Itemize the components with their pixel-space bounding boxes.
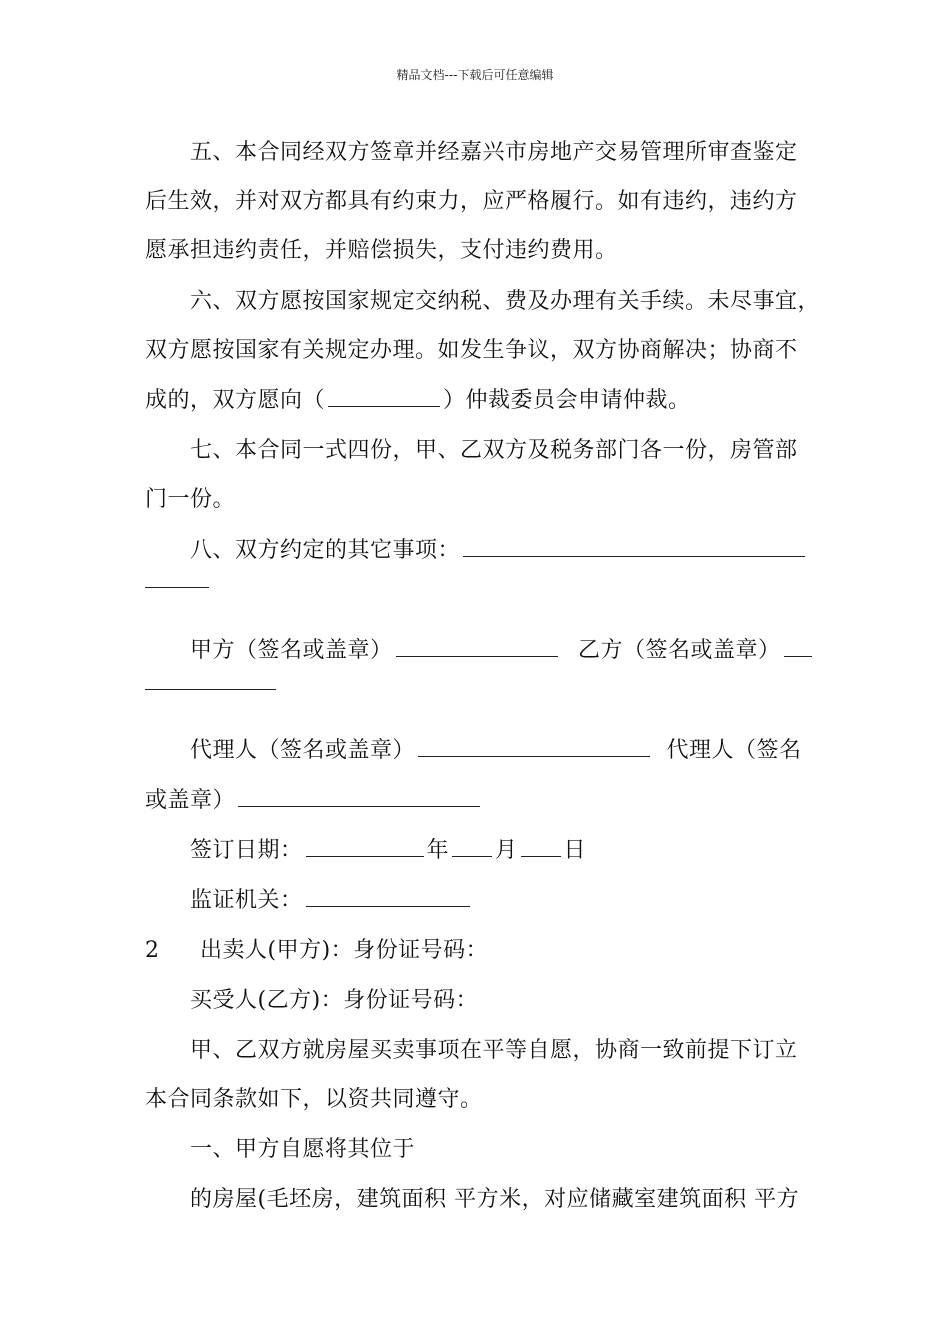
witness-label: 监证机关：: [190, 888, 303, 913]
buyer-line: 买受人(乙方)：身份证号码：: [190, 988, 479, 1013]
year-label: 年: [426, 838, 450, 863]
item-1-line-1: 一、甲方自愿将其位于: [190, 1137, 416, 1162]
agent-b-label-part-2: 或盖章）: [145, 788, 236, 813]
party-b-signature-blank-continued[interactable]: [145, 688, 276, 690]
sign-date-line: [190, 836, 586, 866]
agent-b-line-2: [145, 786, 483, 816]
clause-6-line-1: 六、双方愿按国家规定交纳税、费及办理有关手续。未尽事宜，: [190, 289, 821, 314]
clause-7-line-2: 门一份。: [145, 487, 236, 512]
clause-8-label: 八、双方约定的其它事项：: [190, 538, 461, 563]
intro-line-2: 本合同条款如下，以资共同遵守。: [145, 1087, 483, 1112]
agent-a-label: 代理人（签名或盖章）: [190, 738, 416, 763]
section-2-number: 2: [145, 938, 160, 963]
party-a-signature-blank[interactable]: [396, 636, 558, 657]
day-blank[interactable]: [521, 836, 561, 857]
clause-6-line-3-part-b: ）仲裁委员会申请仲裁。: [443, 388, 691, 413]
clause-5-line-3: 愿承担违约责任，并赔偿损失，支付违约费用。: [145, 238, 618, 263]
clause-8-line-1: [190, 536, 808, 566]
clause-6-line-3-part-a: 成的，双方愿向（: [145, 388, 326, 413]
party-signature-line: [190, 636, 815, 666]
sign-date-blank[interactable]: [306, 836, 424, 857]
clause-6-line-2: 双方愿按国家有关规定办理。如发生争议，双方协商解决；协商不: [145, 338, 798, 363]
page-header: 精品文档---下载后可任意编辑: [396, 68, 554, 82]
clause-7-line-1: 七、本合同一式四份，甲、乙双方及税务部门各一份，房管部: [190, 438, 798, 463]
agent-a-signature-blank[interactable]: [418, 736, 650, 757]
seller-line: 出卖人(甲方)：身份证号码：: [200, 938, 489, 963]
party-b-signature-blank[interactable]: [784, 636, 812, 657]
clause-5-line-2: 后生效，并对双方都具有约束力，应严格履行。如有违约，违约方: [145, 189, 798, 214]
agent-b-label-part-1: 代理人（签名: [666, 738, 802, 763]
party-b-label: 乙方（签名或盖章）: [578, 638, 781, 663]
sign-date-label: 签订日期：: [190, 838, 303, 863]
clause-6-line-3: [145, 386, 691, 416]
witness-blank[interactable]: [306, 886, 470, 907]
item-1-line-2: 的房屋(毛坯房，建筑面积 平方米，对应储藏室建筑面积 平方: [190, 1187, 800, 1212]
month-blank[interactable]: [452, 836, 492, 857]
arbitration-blank[interactable]: [328, 386, 440, 407]
clause-5-line-1: 五、本合同经双方签章并经嘉兴市房地产交易管理所审查鉴定: [190, 140, 798, 165]
party-a-label: 甲方（签名或盖章）: [190, 638, 393, 663]
other-matters-blank-continued[interactable]: [145, 586, 209, 588]
day-label: 日: [563, 838, 587, 863]
intro-line-1: 甲、乙双方就房屋买卖事项在平等自愿，协商一致前提下订立: [190, 1038, 798, 1063]
witness-line: [190, 886, 473, 916]
other-matters-blank[interactable]: [463, 536, 805, 557]
agent-signature-line: [190, 736, 802, 766]
agent-b-signature-blank[interactable]: [238, 786, 480, 807]
month-label: 月: [495, 838, 518, 863]
